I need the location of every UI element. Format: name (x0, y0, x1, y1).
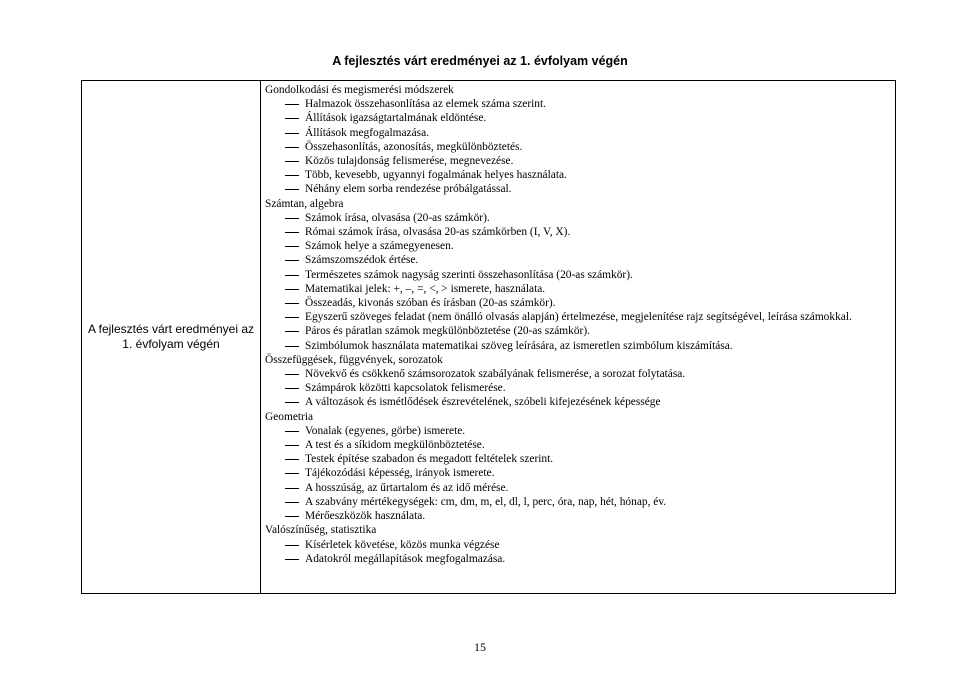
list-item: Állítások igazságtartalmának eldöntése. (265, 111, 895, 125)
list-item: A hosszúság, az űrtartalom és az idő mérése. (265, 481, 895, 495)
list-item: Közös tulajdonság felismerése, megnevezése. (265, 154, 895, 168)
list-item: Állítások megfogalmazása. (265, 126, 895, 140)
list-item: Egyszerű szöveges feladat (nem önálló olvasás alapján) értelmezése, megjelenítése rajz segítségével, leírása számokkal. (265, 310, 895, 324)
list-item: Testek építése szabadon és megadott feltételek szerint. (265, 452, 895, 466)
list-item: Mérőeszközök használata. (265, 509, 895, 523)
section-title: Valószínűség, statisztika (265, 524, 377, 537)
list-item: A szabvány mértékegységek: cm, dm, m, el, dl, l, perc, óra, nap, hét, hónap, év. (265, 495, 895, 509)
table-label-cell: A fejlesztés várt eredményei az 1. évfolyam végén (82, 81, 261, 593)
list-item: Halmazok összehasonlítása az elemek száma szerint. (265, 97, 895, 111)
list-item: Számszomszédok értése. (265, 253, 895, 267)
list-item: Néhány elem sorba rendezése próbálgatással. (265, 182, 895, 196)
list-item: Tájékozódási képesség, irányok ismerete. (265, 466, 895, 480)
section-title: Számtan, algebra (265, 197, 344, 210)
list-item: Számok írása, olvasása (20-as számkör). (265, 211, 895, 225)
list-item: Összehasonlítás, azonosítás, megkülönböztetés. (265, 140, 895, 154)
list-item: Adatokról megállapítások megfogalmazása. (265, 552, 895, 566)
page-heading (0, 54, 960, 68)
list-item: Páros és páratlan számok megkülönböztetése (20-as számkör). (265, 324, 895, 338)
table-content-cell (261, 81, 895, 593)
list-item: Szimbólumok használata matematikai szöveg leírására, az ismeretlen szimbólum kiszámítása. (265, 339, 895, 353)
list-item: Több, kevesebb, ugyannyi fogalmának helyes használata. (265, 168, 895, 182)
list-item: A test és a síkidom megkülönböztetése. (265, 438, 895, 452)
list-item: Kísérletek követése, közös munka végzése (265, 538, 895, 552)
list-item: Matematikai jelek: +, –, =, <, > ismerete, használata. (265, 282, 895, 296)
list-item: Természetes számok nagyság szerinti összehasonlítása (20-as számkör). (265, 268, 895, 282)
section-title: Gondolkodási és megismerési módszerek (265, 84, 454, 96)
results-table (81, 80, 896, 594)
section-title: Geometria (265, 410, 314, 423)
list-item: Római számok írása, olvasása 20-as számkörben (I, V, X). (265, 225, 895, 239)
list-item: A változások és ismétlődések észrevételének, szóbeli kifejezésének képessége (265, 395, 895, 409)
list-item: Növekvő és csökkenő számsorozatok szabályának felismerése, a sorozat folytatása. (265, 367, 895, 381)
page-number: 15 (474, 640, 486, 654)
heading-text: A fejlesztés várt eredményei az 1. évfolyam végén (332, 54, 628, 68)
list-item: Számok helye a számegyenesen. (265, 239, 895, 253)
list-item: Összeadás, kivonás szóban és írásban (20-as számkör). (265, 296, 895, 310)
section-title: Összefüggések, függvények, sorozatok (265, 353, 443, 366)
list-item: Számpárok közötti kapcsolatok felismerése. (265, 381, 895, 395)
list-item: Vonalak (egyenes, görbe) ismerete. (265, 424, 895, 438)
